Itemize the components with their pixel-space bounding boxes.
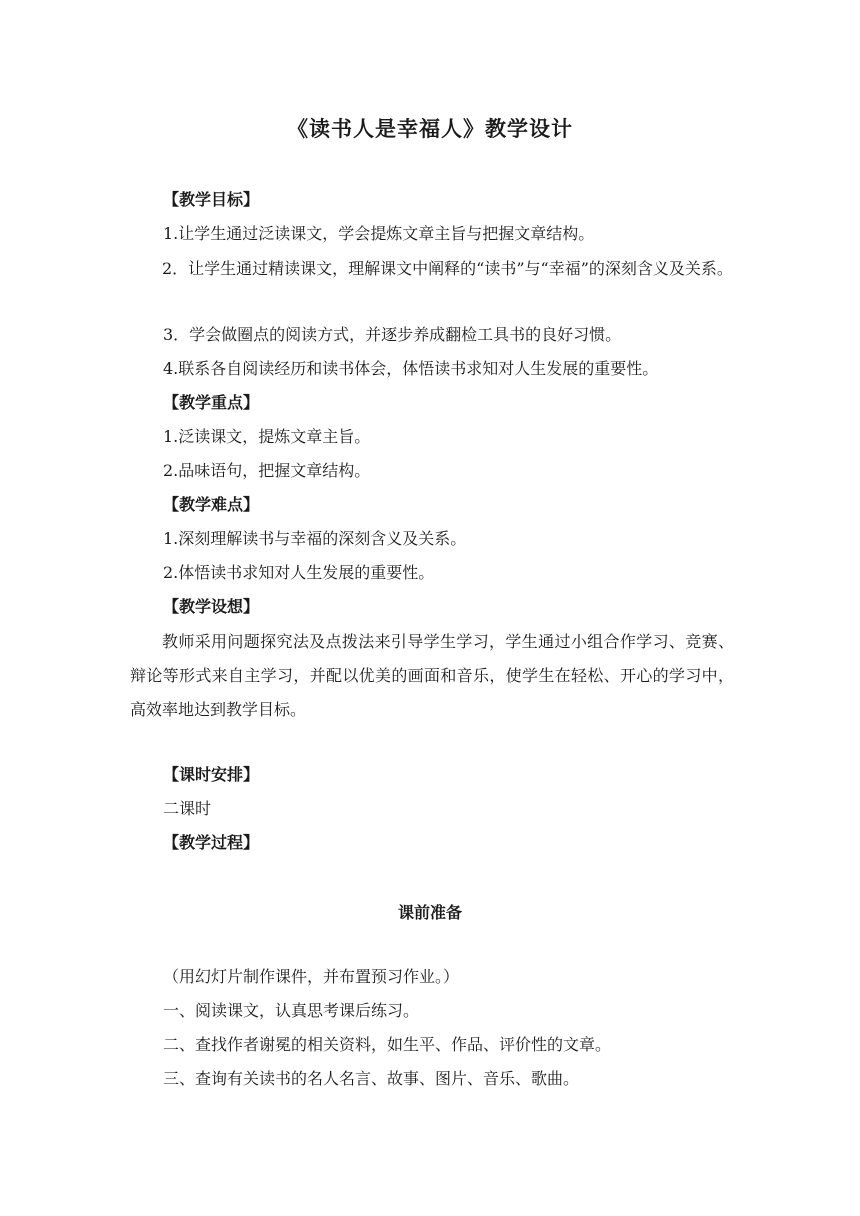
key-points-heading: 【教学重点】 [163, 393, 260, 412]
objective-item-3: 3．学会做圈点的阅读方式，并逐步养成翻检工具书的良好习惯。 [163, 325, 622, 344]
design-paragraph: 教师采用问题探究法及点拨法来引导学生学习，学生通过小组合作学习、竞赛、辩论等形式来自主学习，并配以优美的画面和音乐，使学生在轻松、开心的学习中，高效率地达到教学目标。 [130, 632, 734, 719]
design-heading: 【教学设想】 [163, 597, 260, 616]
prep-note: （用幻灯片制作课件，并布置预习作业。） [163, 967, 460, 986]
key-point-item-2: 2.品味语句，把握文章结构。 [163, 461, 371, 480]
schedule-heading: 【课时安排】 [163, 765, 260, 784]
prep-item-2: 二、查找作者谢冕的相关资料，如生平、作品、评价性的文章。 [163, 1035, 612, 1054]
objectives-heading: 【教学目标】 [163, 190, 260, 209]
difficulty-item-2: 2.体悟读书求知对人生发展的重要性。 [163, 563, 435, 582]
objective-item-1: 1.让学生通过泛读课文，学会提炼文章主旨与把握文章结构。 [163, 224, 595, 243]
document-title: 《读书人是幸福人》教学设计 [287, 117, 573, 141]
objective-item-2: 2．让学生通过精读课文，理解课文中阐释的“读书”与“幸福”的深刻含义及关系。 [162, 259, 733, 278]
process-heading: 【教学过程】 [163, 833, 260, 852]
difficulties-heading: 【教学难点】 [163, 495, 260, 514]
prep-heading: 课前准备 [397, 903, 462, 922]
prep-item-3: 三、查询有关读书的名人名言、故事、图片、音乐、歌曲。 [163, 1069, 580, 1088]
key-point-item-1: 1.泛读课文，提炼文章主旨。 [163, 427, 371, 446]
difficulty-item-1: 1.深刻理解读书与幸福的深刻含义及关系。 [163, 529, 467, 548]
prep-item-1: 一、阅读课文，认真思考课后练习。 [163, 1001, 420, 1020]
schedule-text: 二课时 [163, 799, 212, 818]
objective-item-4: 4.联系各自阅读经历和读书体会，体悟读书求知对人生发展的重要性。 [163, 359, 659, 378]
